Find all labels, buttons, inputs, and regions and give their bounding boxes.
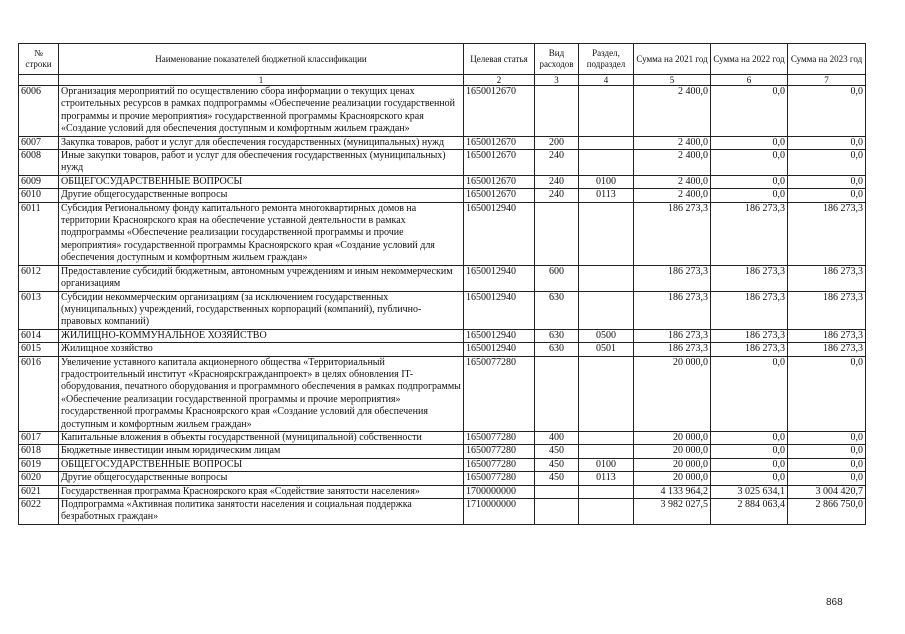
row-section-code: 0100 <box>579 175 634 188</box>
row-sum-2021: 20 000,0 <box>634 445 711 458</box>
row-sum-2023: 0,0 <box>788 175 866 188</box>
row-sum-2021: 2 400,0 <box>634 189 711 202</box>
row-section-code: 0100 <box>579 458 634 471</box>
row-sum-2021: 2 400,0 <box>634 175 711 188</box>
row-name: ЖИЛИЩНО-КОММУНАЛЬНОЕ ХОЗЯЙСТВО <box>59 329 464 342</box>
row-sum-2022: 0,0 <box>711 356 788 431</box>
row-target-code: 1710000000 <box>464 499 535 525</box>
table-row <box>19 472 866 485</box>
row-target-code: 1650077280 <box>464 356 535 431</box>
row-expense-type: 630 <box>535 343 579 356</box>
table-row <box>19 189 866 202</box>
row-section-code: 0500 <box>579 329 634 342</box>
row-sum-2023: 0,0 <box>788 150 866 176</box>
row-sum-2023: 186 273,3 <box>788 329 866 342</box>
row-sum-2021: 186 273,3 <box>634 265 711 291</box>
row-target-code: 1650012940 <box>464 329 535 342</box>
row-sum-2023: 0,0 <box>788 458 866 471</box>
header-sum-2021: Сумма на 2021 год <box>634 44 711 75</box>
row-name: ОБЩЕГОСУДАРСТВЕННЫЕ ВОПРОСЫ <box>59 458 464 471</box>
row-number: 6016 <box>19 356 59 431</box>
row-name: Организация мероприятий по осуществлению сбора информации о текущих ценах строительных ресурсов в рамках подпрограммы «Обеспечение реализации государственной программы и прочие мероприятия» государственной программы Красноярского края «Создание условий для обеспечения доступным и комфортным жильем граждан» <box>59 86 464 137</box>
row-expense-type <box>535 202 579 265</box>
row-sum-2021: 20 000,0 <box>634 431 711 444</box>
row-target-code: 1650012670 <box>464 189 535 202</box>
row-sum-2021: 20 000,0 <box>634 472 711 485</box>
row-target-code: 1650077280 <box>464 445 535 458</box>
row-target-code: 1650077280 <box>464 472 535 485</box>
row-number: 6018 <box>19 445 59 458</box>
row-sum-2021: 20 000,0 <box>634 356 711 431</box>
row-sum-2022: 0,0 <box>711 431 788 444</box>
row-name: Другие общегосударственные вопросы <box>59 472 464 485</box>
row-sum-2021: 3 982 027,5 <box>634 499 711 525</box>
row-section-code: 0113 <box>579 189 634 202</box>
row-number: 6014 <box>19 329 59 342</box>
row-target-code: 1650077280 <box>464 458 535 471</box>
table-row <box>19 202 866 265</box>
row-sum-2023: 186 273,3 <box>788 265 866 291</box>
row-target-code: 1700000000 <box>464 485 535 498</box>
column-number: 4 <box>579 75 634 86</box>
row-name: Подпрограмма «Активная политика занятости населения и социальная поддержка безработных граждан» <box>59 499 464 525</box>
row-sum-2022: 186 273,3 <box>711 329 788 342</box>
column-number: 6 <box>711 75 788 86</box>
row-sum-2023: 0,0 <box>788 445 866 458</box>
row-sum-2021: 2 400,0 <box>634 150 711 176</box>
row-number: 6015 <box>19 343 59 356</box>
row-sum-2023: 0,0 <box>788 86 866 137</box>
column-number: 3 <box>535 75 579 86</box>
row-expense-type: 240 <box>535 150 579 176</box>
row-number: 6013 <box>19 291 59 329</box>
row-number: 6006 <box>19 86 59 137</box>
table-row <box>19 458 866 471</box>
row-target-code: 1650077280 <box>464 431 535 444</box>
row-sum-2022: 0,0 <box>711 136 788 149</box>
row-name: Закупка товаров, работ и услуг для обеспечения государственных (муниципальных) нужд <box>59 136 464 149</box>
row-name: Бюджетные инвестиции иным юридическим лицам <box>59 445 464 458</box>
row-target-code: 1650012940 <box>464 343 535 356</box>
table-row <box>19 485 866 498</box>
row-sum-2023: 0,0 <box>788 136 866 149</box>
row-sum-2023: 0,0 <box>788 356 866 431</box>
row-sum-2023: 186 273,3 <box>788 291 866 329</box>
row-section-code <box>579 291 634 329</box>
row-number: 6011 <box>19 202 59 265</box>
row-name: Капитальные вложения в объекты государственной (муниципальной) собственности <box>59 431 464 444</box>
row-target-code: 1650012670 <box>464 150 535 176</box>
row-section-code <box>579 150 634 176</box>
column-number: 7 <box>788 75 866 86</box>
row-sum-2023: 0,0 <box>788 189 866 202</box>
row-sum-2022: 0,0 <box>711 445 788 458</box>
row-sum-2022: 0,0 <box>711 175 788 188</box>
row-section-code: 0113 <box>579 472 634 485</box>
column-number: 2 <box>464 75 535 86</box>
row-section-code <box>579 265 634 291</box>
row-name: Субсидии некоммерческим организациям (за исключением государственных (муниципальных) учреждений, государственных корпораций (компаний), публично-правовых компаний) <box>59 291 464 329</box>
row-name: Жилищное хозяйство <box>59 343 464 356</box>
column-number-row <box>19 75 866 86</box>
row-number: 6009 <box>19 175 59 188</box>
row-target-code: 1650012670 <box>464 136 535 149</box>
row-expense-type: 240 <box>535 189 579 202</box>
row-number: 6019 <box>19 458 59 471</box>
row-sum-2022: 3 025 634,1 <box>711 485 788 498</box>
column-number: 5 <box>634 75 711 86</box>
table-row <box>19 265 866 291</box>
table-row <box>19 86 866 137</box>
row-number: 6012 <box>19 265 59 291</box>
row-sum-2022: 0,0 <box>711 458 788 471</box>
row-name: Другие общегосударственные вопросы <box>59 189 464 202</box>
table-header <box>19 44 866 86</box>
header-num: № строки <box>19 44 59 75</box>
row-expense-type: 450 <box>535 458 579 471</box>
table-row <box>19 356 866 431</box>
row-sum-2022: 2 884 063,4 <box>711 499 788 525</box>
row-sum-2021: 186 273,3 <box>634 202 711 265</box>
table-row <box>19 136 866 149</box>
table-row <box>19 175 866 188</box>
row-sum-2021: 186 273,3 <box>634 329 711 342</box>
header-target: Целевая статья <box>464 44 535 75</box>
row-sum-2023: 2 866 750,0 <box>788 499 866 525</box>
table-row <box>19 291 866 329</box>
row-sum-2023: 0,0 <box>788 472 866 485</box>
page-number: 868 <box>826 597 843 608</box>
row-name: Предоставление субсидий бюджетным, автономным учреждениям и иным некоммерческим организациям <box>59 265 464 291</box>
header-name: Наименование показателей бюджетной классификации <box>59 44 464 75</box>
row-section-code <box>579 86 634 137</box>
row-section-code <box>579 485 634 498</box>
row-expense-type: 450 <box>535 472 579 485</box>
header-section: Раздел, подраздел <box>579 44 634 75</box>
row-sum-2021: 2 400,0 <box>634 136 711 149</box>
row-sum-2022: 186 273,3 <box>711 202 788 265</box>
row-sum-2023: 186 273,3 <box>788 202 866 265</box>
row-target-code: 1650012670 <box>464 86 535 137</box>
table-body <box>19 86 866 525</box>
row-number: 6007 <box>19 136 59 149</box>
row-number: 6008 <box>19 150 59 176</box>
row-target-code: 1650012670 <box>464 175 535 188</box>
row-sum-2022: 186 273,3 <box>711 291 788 329</box>
row-name: Иные закупки товаров, работ и услуг для обеспечения государственных (муниципальных) нужд <box>59 150 464 176</box>
table-row <box>19 343 866 356</box>
row-number: 6020 <box>19 472 59 485</box>
table-row <box>19 499 866 525</box>
row-section-code <box>579 356 634 431</box>
row-sum-2023: 186 273,3 <box>788 343 866 356</box>
row-name: Увеличение уставного капитала акционерного общества «Территориальный градостроительный институт «Красноярскгражданпроект» в целях обновления IT-оборудования, печатного оборудования и программного обеспечения в рамках подпрограммы «Обеспечение реализации государственной программы и прочие мероприятия» государственной программы Красноярского края «Создание условий для обеспечения доступным и комфортным жильем граждан» <box>59 356 464 431</box>
column-number: 1 <box>59 75 464 86</box>
row-sum-2023: 0,0 <box>788 431 866 444</box>
row-section-code: 0501 <box>579 343 634 356</box>
row-target-code: 1650012940 <box>464 291 535 329</box>
row-expense-type <box>535 485 579 498</box>
row-sum-2022: 186 273,3 <box>711 265 788 291</box>
row-expense-type: 630 <box>535 329 579 342</box>
row-number: 6021 <box>19 485 59 498</box>
row-target-code: 1650012940 <box>464 265 535 291</box>
header-type: Вид расходов <box>535 44 579 75</box>
row-sum-2022: 186 273,3 <box>711 343 788 356</box>
column-number-blank <box>19 75 59 86</box>
row-name: Государственная программа Красноярского края «Содействие занятости населения» <box>59 485 464 498</box>
row-expense-type: 400 <box>535 431 579 444</box>
row-target-code: 1650012940 <box>464 202 535 265</box>
row-sum-2023: 3 004 420,7 <box>788 485 866 498</box>
row-sum-2021: 20 000,0 <box>634 458 711 471</box>
row-expense-type <box>535 356 579 431</box>
row-sum-2021: 4 133 964,2 <box>634 485 711 498</box>
row-sum-2022: 0,0 <box>711 150 788 176</box>
header-row <box>19 44 866 75</box>
budget-table <box>18 43 866 525</box>
row-name: ОБЩЕГОСУДАРСТВЕННЫЕ ВОПРОСЫ <box>59 175 464 188</box>
row-number: 6022 <box>19 499 59 525</box>
row-sum-2021: 186 273,3 <box>634 291 711 329</box>
row-expense-type: 200 <box>535 136 579 149</box>
table-row <box>19 431 866 444</box>
row-section-code <box>579 202 634 265</box>
row-section-code <box>579 445 634 458</box>
header-sum-2022: Сумма на 2022 год <box>711 44 788 75</box>
header-sum-2023: Сумма на 2023 год <box>788 44 866 75</box>
row-expense-type: 600 <box>535 265 579 291</box>
row-sum-2022: 0,0 <box>711 472 788 485</box>
row-expense-type: 240 <box>535 175 579 188</box>
row-expense-type: 630 <box>535 291 579 329</box>
row-expense-type <box>535 499 579 525</box>
row-section-code <box>579 431 634 444</box>
row-sum-2021: 186 273,3 <box>634 343 711 356</box>
row-expense-type: 450 <box>535 445 579 458</box>
row-number: 6017 <box>19 431 59 444</box>
row-section-code <box>579 499 634 525</box>
row-sum-2022: 0,0 <box>711 86 788 137</box>
table-row <box>19 329 866 342</box>
table-row <box>19 445 866 458</box>
row-section-code <box>579 136 634 149</box>
row-number: 6010 <box>19 189 59 202</box>
row-sum-2021: 2 400,0 <box>634 86 711 137</box>
table-row <box>19 150 866 176</box>
row-sum-2022: 0,0 <box>711 189 788 202</box>
row-name: Субсидия Региональному фонду капитального ремонта многоквартирных домов на территории Красноярского края на обеспечение уставной деятельности в рамках подпрограммы «Обеспечение реализации государственной программы и прочие мероприятия» государственной программы Красноярского края «Создание условий для обеспечения доступным и комфортным жильем граждан» <box>59 202 464 265</box>
row-expense-type <box>535 86 579 137</box>
